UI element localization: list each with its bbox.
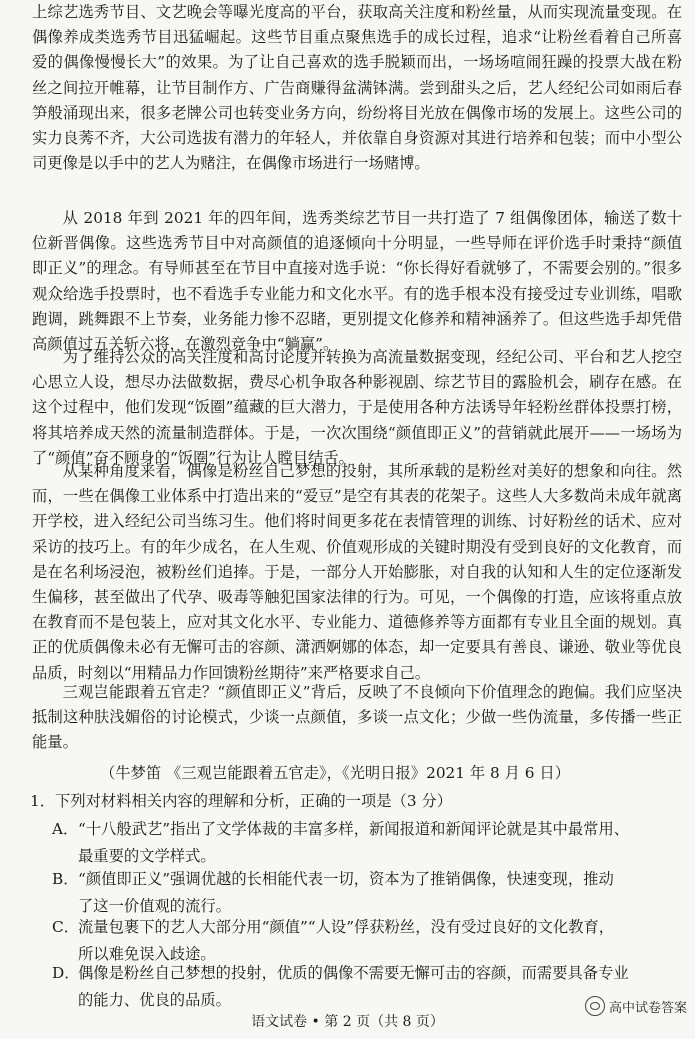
article-paragraph-5: 三观岂能跟着五官走？“颜值即正义”背后，反映了不良倾向下价值理念的跑偏。我们应坚决抵制这种肤浅媚俗的讨论模式，少谈一点颜值，多谈一点文化；少做一些伪流量，多传播一些正能量。 bbox=[32, 683, 682, 752]
article-paragraph-4: 从某种角度来看，偶像是粉丝自己梦想的投射，其所承载的是粉丝对美好的想象和向往。然而，一些在偶像工业体系中打造出来的“爱豆”是空有其表的花架子。这些人大多数尚未成年就离开学校，进入经纪公司当练习生。他们将时间更多花在表情管理的训练、讨好粉丝的话术、应对采访的技巧上。有的年少成名，在人生观、价值观形成的关键时期没有受到良好的文化教育，而是在名利场浸泡，被粉丝们追捧。于是，一部分人开始膨胀，对自我的认知和人生的定位逐渐发生偏移，甚至做出了代孕、吸毒等触犯国家法律的行为。可见，一个偶像的打造，应该将重点放在教育而不是包装上，应对其文化水平、专业能力、道德修养等方面都有专业且全面的规划。真正的优质偶像未必有无懈可击的容颜、潇洒婀娜的体态，却一定要具有善良、谦逊、敬业等优良品质，时刻以“用精品力作回馈粉丝期待”来严格要求自己。 bbox=[32, 462, 682, 682]
option-text: “十八般武艺”指出了文学体裁的丰富多样，新闻报道和新闻评论就是其中最常用、 bbox=[78, 820, 630, 838]
option-text: 流量包裹下的艺人大部分用“颜值”“人设”俘获粉丝，没有受过良好的文化教育， bbox=[78, 918, 615, 936]
option-text-continued: 了这一价值观的流行。 bbox=[78, 896, 231, 915]
question-stem: 1．下列对材料相关内容的理解和分析，正确的一项是（3 分） bbox=[30, 792, 453, 810]
article-source: （牛梦笛 《三观岂能跟着五官走》，《光明日报》2021 年 8 月 6 日） bbox=[100, 764, 570, 782]
option-letter: B． bbox=[52, 870, 79, 888]
option-text: 偶像是粉丝自己梦想的投射，优质的偶像不需要无懈可击的容颜，而需要具备专业 bbox=[78, 964, 629, 982]
page-footer: 语文试卷 • 第 2 页（共 8 页） bbox=[251, 1014, 444, 1030]
option-letter: A． bbox=[52, 820, 79, 838]
article-paragraph-1: 上综艺选秀节目、文艺晚会等曝光度高的平台，获取高关注度和粉丝量，从而实现流量变现。在偶像养成类选秀节目迅猛崛起。这些节目重点聚焦选手的成长过程，追求“让粉丝看着自己所喜爱的偶像慢慢长大”的效果。为了让自己喜欢的选手脱颖而出，一场场喧闹狂躁的投票大战在粉丝之间拉开帷幕，让节目制作方、广告商赚得盆满钵满。尝到甜头之后，艺人经纪公司如雨后春笋般涌现出来，很多老牌公司也转变业务方向，纷纷将目光放在偶像市场的发展上。这些公司的实力良莠不齐，大公司选拔有潜力的年轻人，并依靠自身资源对其进行培养和包装；而中小型公司更像是以手中的艺人为赌注，在偶像市场进行一场赌博。 bbox=[32, 3, 682, 173]
option-letter: C． bbox=[52, 918, 80, 936]
option-text: “颜值即正义”强调优越的长相能代表一切，资本为了推销偶像，快速变现，推动 bbox=[78, 870, 614, 888]
watermark-text: 高中试卷答案 bbox=[608, 1000, 687, 1016]
article-paragraph-3: 为了维持公众的高关注度和高讨论度并转换为高流量数据变现，经纪公司、平台和艺人挖空心思立人设，想尽办法做数据，费尽心机争取各种影视剧、综艺节目的露脸机会，刷存在感。在这个过程中，他们发现“饭圈”蕴藏的巨大潜力，于是使用各种方法诱导年轻粉丝群体投票打榜，将其培养成天然的流量制造群体。于是，一次次围绕“颜值即正义”的营销就此展开——一场场为了“颜值”奋不顾身的“饭圈”行为让人瞠目结舌。 bbox=[32, 348, 682, 467]
option-text-continued: 的能力、优良的品质。 bbox=[78, 990, 231, 1009]
option-a[interactable] bbox=[52, 816, 682, 869]
article-paragraph-2: 从 2018 年到 2021 年的四年间，选秀类综艺节目一共打造了 7 组偶像团体，输送了数十位新晋偶像。这些选秀节目中对高颜值的追逐倾向十分明显，一些导师在评价选手时秉持“颜值即正义”的理念。有导师甚至在节目中直接对选手说：“你长得好看就够了，不需要会别的。”很多观众给选手投票时，也不看选手专业能力和文化水平。有的选手根本没有接受过专业训练，唱歌跑调，跳舞跟不上节奏，业务能力惨不忍睹，更别提文化修养和精神涵养了。但这些选手却凭借高颜值过五关斩六将，在激烈竞争中“躺赢”。 bbox=[32, 209, 682, 354]
option-text-continued: 所以难免误入歧途。 bbox=[78, 944, 216, 963]
option-b[interactable] bbox=[52, 866, 682, 919]
option-text-continued: 最重要的文学样式。 bbox=[78, 846, 216, 865]
option-letter: D． bbox=[52, 964, 80, 982]
